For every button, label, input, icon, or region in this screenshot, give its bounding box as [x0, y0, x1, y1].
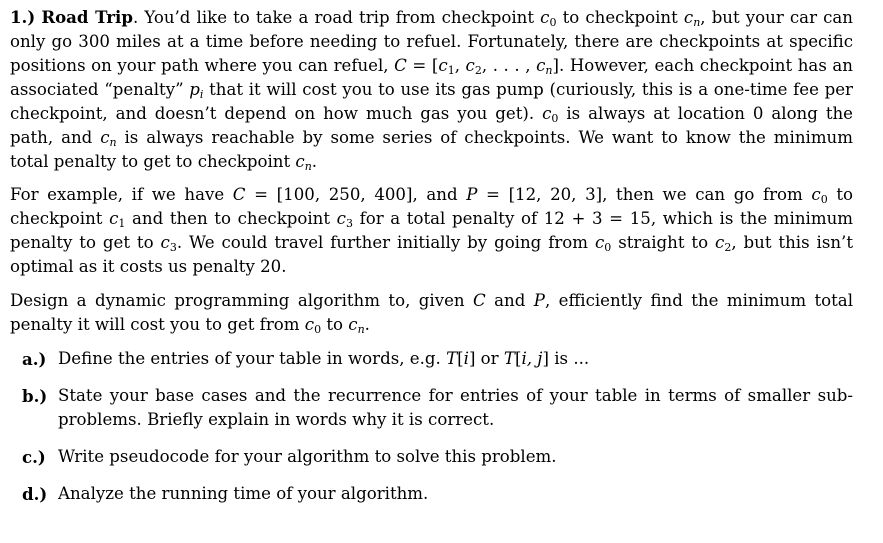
task-text: . [364, 315, 370, 334]
intro-text: , [454, 56, 466, 75]
subpart-text: Analyze the running time of your algorithm. [58, 484, 429, 503]
math-var: p [189, 80, 200, 99]
math-var: c [295, 152, 305, 171]
math-var: C [232, 185, 246, 204]
math-subscript: n [357, 323, 365, 336]
math-var: c [715, 233, 725, 252]
intro-text: that it will cost you to use its gas pump (curiously, this is a one-time fee per checkpoint, and doesn’t depend on how much gas you get). [10, 80, 853, 123]
math-var: c [683, 8, 694, 27]
intro-text: , but your car can only go 300 miles at a time before needing to refuel. Fortunately, there are checkpoints at specific positions on your path where you can refuel, [10, 8, 853, 75]
math-var: c [109, 209, 119, 228]
math-var: c [160, 233, 170, 252]
subpart-text-segment: ] is ... [542, 349, 590, 368]
math-subscript: n [109, 136, 117, 149]
intro-text: . [311, 152, 318, 171]
math-var: T [503, 349, 515, 368]
math-var: c [540, 8, 550, 27]
math-subscript: 1 [118, 217, 126, 230]
subpart-text-segment: [ [514, 349, 522, 368]
math-subscript: 1 [447, 64, 455, 77]
example-text: and then to checkpoint [125, 209, 337, 228]
math-subscript: n [304, 160, 312, 173]
math-var: c [594, 233, 605, 252]
math-subscript: 0 [820, 193, 828, 206]
example-text: = [12, 20, 3], then we can go from [477, 185, 812, 204]
math-subscript: n [693, 16, 701, 29]
subpart-text [58, 347, 853, 371]
example-text: to checkpoint [10, 185, 853, 228]
subpart-text-segment: ] or [468, 349, 504, 368]
math-subscript: 0 [551, 112, 559, 125]
subparts-list [10, 347, 853, 506]
example-text: . We could travel further initially by going from [176, 233, 595, 252]
math-var: c [100, 128, 110, 147]
intro-text: ]. However, each checkpoint has an associated “penalty” [10, 56, 853, 99]
example-text: , but this isn’t optimal as it costs us penalty 20. [10, 233, 853, 276]
math-var: c [438, 56, 448, 75]
subpart-label: c.) [22, 447, 46, 467]
task-text: Design a dynamic programming algorithm to, given [10, 291, 474, 310]
example-text: straight to [611, 233, 716, 252]
subpart-label: b.) [22, 386, 48, 406]
problem-document [10, 5, 853, 519]
math-var: C [394, 56, 407, 75]
example-text: = [100, 250, 400], and [245, 185, 467, 204]
intro-text: , . . . , [481, 56, 537, 75]
math-var: P [533, 291, 545, 310]
math-subscript: i [199, 88, 204, 101]
subpart-label: d.) [22, 484, 48, 504]
task-text: and [485, 291, 534, 310]
math-var: c [536, 56, 546, 75]
math-var: i, j [521, 349, 543, 368]
problem-title: Road Trip [41, 7, 133, 27]
example-paragraph [10, 183, 853, 279]
math-var: T [446, 349, 458, 368]
math-subscript: 0 [604, 241, 612, 254]
intro-text: to checkpoint [556, 8, 684, 27]
problem-number: 1.) [10, 7, 36, 27]
math-var: c [465, 56, 475, 75]
math-subscript: 3 [345, 217, 353, 230]
subpart-text: Write pseudocode for your algorithm to solve this problem. [58, 447, 557, 466]
task-text: to [321, 315, 349, 334]
subpart-d [10, 482, 853, 506]
problem-intro-paragraph [10, 5, 853, 174]
math-subscript: 3 [169, 241, 177, 254]
subpart-text-segment: Define the entries of your table in words, e.g. [58, 349, 447, 368]
math-subscript: 2 [474, 64, 482, 77]
math-subscript: 2 [724, 241, 732, 254]
intro-text: . You’d like to take a road trip from checkpoint [132, 8, 541, 27]
intro-text: is always reachable by some series of checkpoints. We want to know the minimum total penalty to get to checkpoint [10, 128, 853, 171]
math-var: c [304, 315, 315, 334]
math-var: i [463, 349, 469, 368]
math-subscript: 0 [314, 323, 322, 336]
task-paragraph [10, 289, 853, 337]
subpart-text: State your base cases and the recurrence for entries of your table in terms of smaller sub-problems. Briefly explain in words why it is correct. [58, 386, 853, 429]
subpart-label: a.) [22, 349, 47, 369]
subpart-text-segment: [ [457, 349, 464, 368]
example-text: For example, if we have [10, 185, 233, 204]
math-var: c [811, 185, 821, 204]
math-subscript: 0 [549, 16, 557, 29]
math-subscript: n [545, 64, 553, 77]
math-var: C [473, 291, 486, 310]
math-var: P [466, 185, 478, 204]
math-var: c [542, 104, 552, 123]
intro-text: = [ [406, 56, 439, 75]
subpart-a [10, 347, 853, 371]
example-text: for a total penalty of 12 + 3 = 15, which is the minimum penalty to get to [10, 209, 853, 252]
task-text: , efficiently find the minimum total penalty it will cost you to get from [10, 291, 854, 334]
subpart-b [10, 384, 853, 432]
subpart-c [10, 445, 853, 469]
math-var: c [336, 209, 346, 228]
intro-text: is always at location 0 along the path, and [10, 104, 853, 147]
math-var: c [348, 315, 358, 334]
